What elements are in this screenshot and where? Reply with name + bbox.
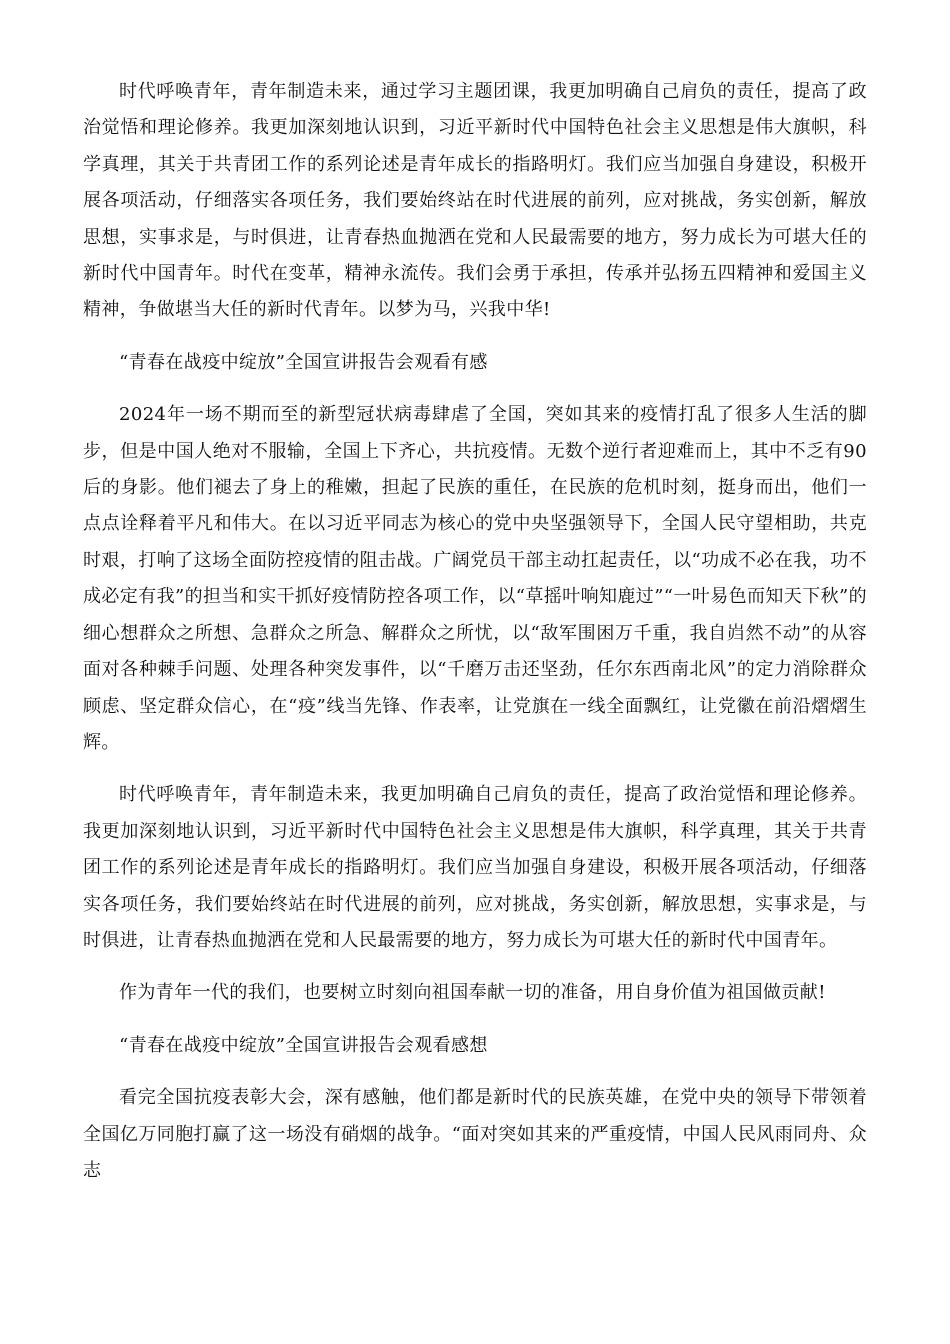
paragraph-dedication: 作为青年一代的我们，也要树立时刻向祖国奉献一切的准备，用自身价值为祖国做贡献!: [119, 982, 826, 1004]
paragraph-commendation-conference: 看完全国抗疫表彰大会，深有感触，他们都是新时代的民族英雄，在党中央的领导下带领着全国亿万同胞打赢了这一场没有硝烟的战争。“面对突如其来的严重疫情，中国人民风雨同舟、众志: [83, 1087, 867, 1181]
document-body: [83, 74, 867, 1205]
section-heading-youth-bloom-reflection: “青春在战疫中绽放”全国宣讲报告会观看有感: [119, 351, 488, 373]
section-heading-youth-bloom-thoughts: “青春在战疫中绽放”全国宣讲报告会观看感想: [119, 1034, 488, 1056]
paragraph-epidemic-fight: 2024年一场不期而至的新型冠状病毒肆虐了全国，突如其来的疫情打乱了很多人生活的脚步，但是中国人绝对不服输，全国上下齐心，共抗疫情。无数个逆行者迎难而上，其中不乏有90后的身影。他们褪去了身上的稚嫩，担起了民族的重任，在民族的危机时刻，挺身而出，他们一点点诠释着平凡和伟大。在以习近平同志为核心的党中央坚强领导下，全国人民守望相助，共克时艰，打响了这场全面防控疫情的阻击战。广阔党员干部主动扛起责任，以“功成不必在我，功不成必定有我”的担当和实干抓好疫情防控各项工作，以“草摇叶响知鹿过”“一叶易色而知天下秋”的细心想群众之所想、急群众之所急、解群众之所忧，以“敌军围困万千重，我自岿然不动”的从容面对各种棘手问题、处理各种突发事件，以“千磨万击还坚劲，任尔东西南北风”的定力消除群众顾虑、坚定群众信心，在“疫”线当先锋、作表率，让党旗在一线全面飘红，让党徽在前沿熠熠生辉。: [83, 404, 868, 753]
paragraph-youth-responsibility-repeat: 时代呼唤青年，青年制造未来，我更加明确自己肩负的责任，提高了政治觉悟和理论修养。我更加深刻地认识到，习近平新时代中国特色社会主义思想是伟大旗帜，科学真理，其关于共青团工作的系列论述是青年成长的指路明灯。我们应当加强自身建设，积极开展各项活动，仔细落实各项任务，我们要始终站在时代进展的前列，应对挑战，务实创新，解放思想，实事求是，与时俱进，让青春热血抛洒在党和人民最需要的地方，努力成长为可堪大任的新时代中国青年。: [83, 784, 867, 951]
paragraph-youth-responsibility: 时代呼唤青年，青年制造未来，通过学习主题团课，我更加明确自己肩负的责任，提高了政治觉悟和理论修养。我更加深刻地认识到，习近平新时代中国特色社会主义思想是伟大旗帜，科学真理，其关于共青团工作的系列论述是青年成长的指路明灯。我们应当加强自身建设，积极开展各项活动，仔细落实各项任务，我们要始终站在时代进展的前列，应对挑战，务实创新，解放思想，实事求是，与时俱进，让青春热血抛洒在党和人民最需要的地方，努力成长为可堪大任的新时代中国青年。时代在变革，精神永流传。我们会勇于承担，传承并弘扬五四精神和爱国主义精神，争做堪当大任的新时代青年。以梦为马，兴我中华!: [83, 81, 867, 321]
